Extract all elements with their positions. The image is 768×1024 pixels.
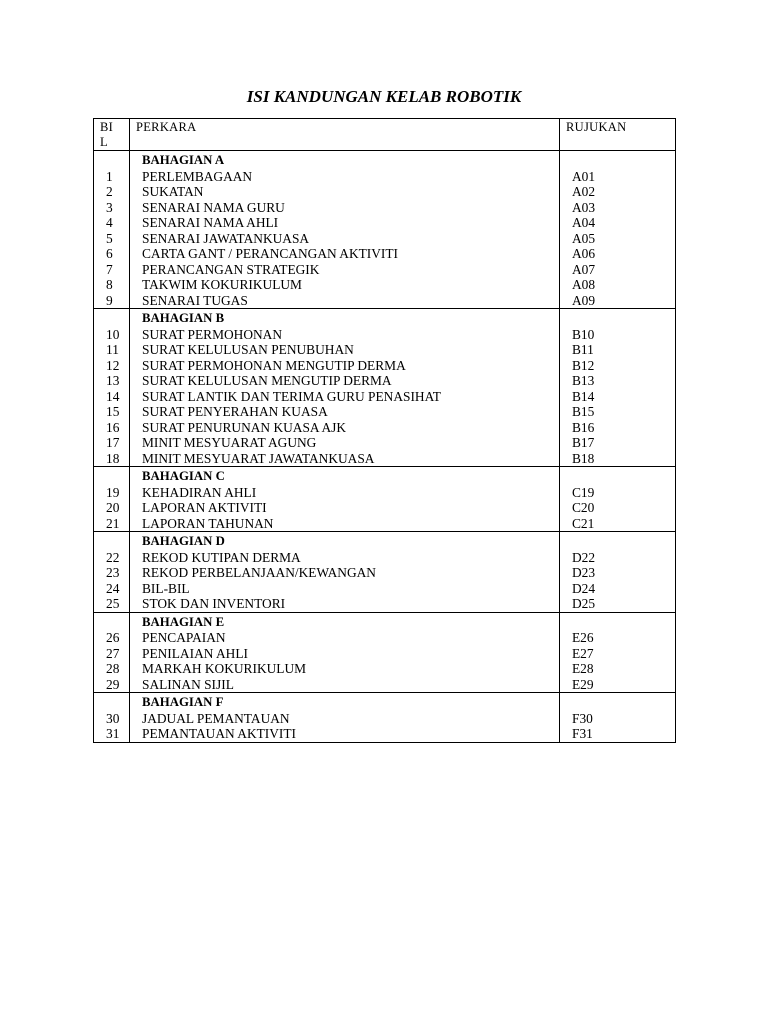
section-heading: BAHAGIAN D — [142, 534, 225, 548]
section-row — [94, 151, 676, 309]
item-rujukan: E28 — [572, 661, 594, 676]
section-rujukan-cell — [560, 151, 676, 309]
rujukan-spacer — [566, 153, 675, 169]
item-rujukan: A02 — [572, 184, 596, 199]
item-perkara: SURAT PENYERAHAN KUASA — [142, 404, 328, 419]
item-rujukan: D23 — [572, 565, 596, 580]
item-rujukan: F30 — [572, 710, 593, 726]
rujukan-spacer — [566, 469, 675, 485]
bil-spacer — [100, 695, 129, 711]
item-rujukan: A01 — [572, 168, 596, 184]
item-rujukan: D24 — [572, 580, 596, 596]
header-perkara — [130, 119, 560, 151]
item-rujukan: A06 — [572, 246, 596, 261]
header-bil-line2: L — [100, 135, 108, 149]
item-rujukan: A07 — [572, 261, 596, 277]
item-perkara: SENARAI TUGAS — [142, 292, 248, 308]
item-perkara: SURAT KELULUSAN PENUBUHAN — [142, 342, 354, 357]
item-rujukan: B11 — [572, 342, 594, 357]
item-perkara: TAKWIM KOKURIKULUM — [142, 277, 302, 292]
rujukan-spacer — [566, 534, 675, 550]
section-row — [94, 309, 676, 467]
item-perkara: MINIT MESYUARAT AGUNG — [142, 435, 317, 450]
item-perkara: SURAT PERMOHONAN MENGUTIP DERMA — [142, 357, 406, 373]
item-bil: 28 — [106, 661, 120, 676]
section-perkara-cell — [130, 693, 560, 743]
item-perkara: SENARAI NAMA AHLI — [142, 215, 279, 230]
section-row — [94, 693, 676, 743]
section-heading: BAHAGIAN C — [142, 469, 225, 483]
bil-spacer — [100, 153, 129, 169]
item-bil: 31 — [106, 726, 120, 741]
section-rujukan-cell — [560, 309, 676, 467]
item-bil: 10 — [106, 326, 120, 342]
item-perkara: STOK DAN INVENTORI — [142, 596, 286, 611]
item-rujukan: A05 — [572, 230, 596, 246]
item-perkara: LAPORAN AKTIVITI — [142, 500, 267, 515]
item-perkara: REKOD KUTIPAN DERMA — [142, 549, 301, 565]
section-heading: BAHAGIAN F — [142, 695, 224, 709]
section-heading: BAHAGIAN B — [142, 311, 225, 325]
item-rujukan: E29 — [572, 676, 594, 692]
item-rujukan: B17 — [572, 435, 595, 450]
section-bil-cell — [94, 151, 130, 309]
bil-spacer — [100, 311, 129, 327]
item-perkara: SURAT PERMOHONAN — [142, 326, 283, 342]
section-perkara-cell — [130, 532, 560, 613]
item-rujukan: B10 — [572, 326, 595, 342]
section-bil-cell — [94, 532, 130, 613]
section-rujukan-cell — [560, 693, 676, 743]
item-perkara: JADUAL PEMANTAUAN — [142, 710, 290, 726]
bil-spacer — [100, 534, 129, 550]
section-row — [94, 467, 676, 532]
item-bil: 30 — [106, 710, 120, 726]
section-perkara-cell — [130, 612, 560, 693]
contents-table-body — [94, 119, 676, 743]
section-row — [94, 532, 676, 613]
item-rujukan: D25 — [572, 596, 596, 611]
item-perkara: PENILAIAN AHLI — [142, 645, 248, 661]
item-rujukan: A08 — [572, 277, 596, 292]
item-bil: 4 — [106, 215, 113, 230]
rujukan-spacer — [566, 695, 675, 711]
item-bil: 9 — [106, 292, 113, 308]
item-bil: 14 — [106, 388, 120, 404]
section-perkara-cell — [130, 151, 560, 309]
item-perkara: REKOD PERBELANJAAN/KEWANGAN — [142, 565, 376, 580]
item-rujukan: B18 — [572, 450, 595, 466]
item-rujukan: B15 — [572, 404, 595, 419]
section-rujukan-cell — [560, 532, 676, 613]
item-bil: 17 — [106, 435, 120, 450]
item-rujukan: C19 — [572, 484, 595, 500]
table-header-row — [94, 119, 676, 151]
header-bil — [94, 119, 130, 151]
item-bil: 2 — [106, 184, 113, 199]
section-rujukan-cell — [560, 467, 676, 532]
item-perkara: SUKATAN — [142, 184, 204, 199]
item-bil: 19 — [106, 484, 120, 500]
item-rujukan: C20 — [572, 500, 595, 515]
document-title: ISI KANDUNGAN KELAB ROBOTIK — [246, 87, 522, 106]
item-bil: 8 — [106, 277, 113, 292]
item-perkara: PERANCANGAN STRATEGIK — [142, 261, 320, 277]
item-bil: 18 — [106, 450, 120, 466]
item-rujukan: F31 — [572, 726, 593, 741]
item-bil: 24 — [106, 580, 120, 596]
rujukan-spacer — [566, 311, 675, 327]
item-bil: 16 — [106, 419, 120, 435]
item-bil: 3 — [106, 199, 113, 215]
item-bil: 29 — [106, 676, 120, 692]
rujukan-spacer — [566, 615, 675, 631]
section-heading: BAHAGIAN A — [142, 153, 225, 167]
item-rujukan: A09 — [572, 292, 596, 308]
item-perkara: PERLEMBAGAAN — [142, 168, 253, 184]
item-perkara: SENARAI JAWATANKUASA — [142, 230, 310, 246]
item-bil: 22 — [106, 549, 120, 565]
item-rujukan: B14 — [572, 388, 595, 404]
item-rujukan: E27 — [572, 645, 594, 661]
item-perkara: LAPORAN TAHUNAN — [142, 515, 274, 531]
item-bil: 15 — [106, 404, 120, 419]
item-bil: 25 — [106, 596, 120, 611]
item-rujukan: A04 — [572, 215, 596, 230]
item-rujukan: B12 — [572, 357, 595, 373]
section-bil-cell — [94, 467, 130, 532]
header-bil-line1: BI — [100, 120, 114, 134]
section-row — [94, 612, 676, 693]
section-bil-cell — [94, 693, 130, 743]
item-rujukan: B16 — [572, 419, 595, 435]
contents-table — [93, 118, 676, 743]
item-bil: 12 — [106, 357, 120, 373]
item-perkara: BIL-BIL — [142, 580, 190, 596]
item-perkara: SURAT LANTIK DAN TERIMA GURU PENASIHAT — [142, 388, 441, 404]
item-perkara: SURAT KELULUSAN MENGUTIP DERMA — [142, 373, 392, 388]
item-bil: 21 — [106, 515, 120, 531]
item-rujukan: D22 — [572, 549, 596, 565]
section-perkara-cell — [130, 467, 560, 532]
item-perkara: CARTA GANT / PERANCANGAN AKTIVITI — [142, 246, 399, 261]
section-heading: BAHAGIAN E — [142, 614, 225, 629]
header-rujukan-label: RUJUKAN — [566, 120, 627, 134]
header-perkara-label: PERKARA — [136, 120, 197, 134]
item-perkara: SURAT PENURUNAN KUASA AJK — [142, 419, 346, 435]
item-bil: 11 — [106, 342, 119, 357]
item-rujukan: E26 — [572, 630, 594, 645]
bil-spacer — [100, 615, 129, 631]
item-bil: 1 — [106, 168, 113, 184]
item-bil: 5 — [106, 230, 113, 246]
item-perkara: PENCAPAIAN — [142, 630, 226, 645]
header-rujukan — [560, 119, 676, 151]
item-bil: 27 — [106, 645, 120, 661]
item-bil: 26 — [106, 630, 120, 645]
item-perkara: MINIT MESYUARAT JAWATANKUASA — [142, 450, 375, 466]
item-bil: 13 — [106, 373, 120, 388]
item-perkara: PEMANTAUAN AKTIVITI — [142, 726, 297, 741]
item-rujukan: C21 — [572, 515, 595, 531]
section-rujukan-cell — [560, 612, 676, 693]
item-perkara: SENARAI NAMA GURU — [142, 199, 285, 215]
section-bil-cell — [94, 612, 130, 693]
section-bil-cell — [94, 309, 130, 467]
section-perkara-cell — [130, 309, 560, 467]
item-bil: 6 — [106, 246, 113, 261]
item-bil: 23 — [106, 565, 120, 580]
item-rujukan: B13 — [572, 373, 595, 388]
bil-spacer — [100, 469, 129, 485]
item-bil: 20 — [106, 500, 120, 515]
item-perkara: MARKAH KOKURIKULUM — [142, 661, 307, 676]
item-perkara: SALINAN SIJIL — [142, 676, 234, 692]
item-perkara: KEHADIRAN AHLI — [142, 484, 257, 500]
item-rujukan: A03 — [572, 199, 596, 215]
item-bil: 7 — [106, 261, 113, 277]
